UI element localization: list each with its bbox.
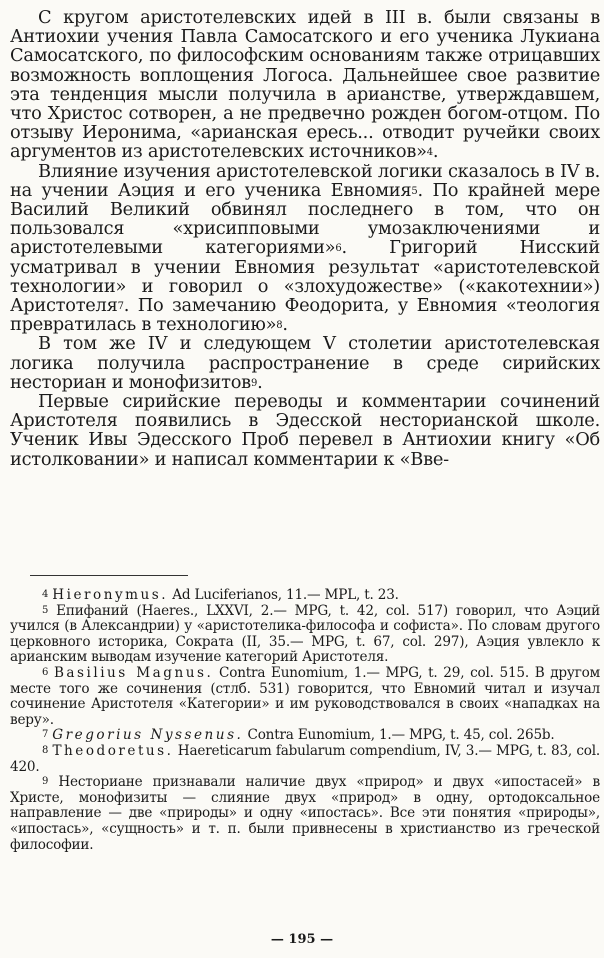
- footnote-text: Contra Eunomium, 1.— MPG, t. 45, col. 265b.: [243, 727, 555, 744]
- paragraph-4: [10, 392, 600, 469]
- paragraph-3-text: В том же IV и следующем V столетии аристотелевская логика получила распространение в среде сирийских несториан и монофизитов: [10, 333, 600, 393]
- footnote-author: Theodoretus.: [52, 742, 174, 759]
- paragraph-4-text: Первые сирийские переводы и комментарии сочинений Аристотеля появились в Эдесской несторианской школе. Ученик Ивы Эдесского Проб перевел в Антиохии книгу «Об истолковании» и написал комментарии к «Вве-: [10, 391, 600, 470]
- footnotes: [10, 588, 600, 853]
- footnote-author: Basilius Magnus.: [53, 664, 214, 681]
- footnote-divider: [30, 575, 188, 576]
- footnote-text: Ad Luciferianos, 11.— MPL, t. 23.: [168, 587, 399, 603]
- footnote-8: [10, 744, 600, 775]
- paragraph-1: [10, 8, 600, 162]
- footnote-number: 4: [42, 589, 49, 600]
- footnote-text: Contra Eunomium, 1.— MPG, t. 29, col. 515. В другом месте того же сочинения (стлб. 531) говорится, что Евномий читал и изучал сочинение Аристотеля «Категории» и им руководствовался в своих «нападках на веру».: [10, 664, 601, 728]
- paragraph-2: [10, 162, 600, 335]
- page-number: — 195 —: [270, 932, 334, 947]
- paragraph-3-end: .: [257, 371, 263, 393]
- footnote-number: 6: [42, 666, 49, 678]
- footnote-author: Gregorius Nyssenus.: [52, 727, 244, 744]
- footnote-ref-7: 7: [117, 301, 124, 313]
- footnote-number: 8: [42, 744, 49, 756]
- footnote-author: Hieronymus.: [52, 587, 169, 603]
- paragraph-1-end: .: [432, 141, 439, 163]
- paragraph-3: [10, 334, 600, 392]
- main-text: [10, 8, 600, 469]
- footnote-ref-4: 4: [426, 147, 433, 159]
- paragraph-2-part-c: . Григорий Нисский усматривал в учении Евномия результат «аристотелевской технологии» и говорил о «злохудожестве» («какотехнии») Аристотеля: [10, 237, 600, 317]
- footnote-number: 7: [42, 729, 49, 741]
- footnote-number: 9: [42, 776, 49, 788]
- paragraph-2-part-a: Влияние изучения аристотелевской логики сказалось в IV в. на учении Аэция и его ученика Евномия: [10, 160, 600, 201]
- paragraph-2-part-b: . По крайней мере Василий Великий обвинял последнего в том, что он пользовался «хрисипповыми умозаключениями и аристотелевыми категориями»: [10, 179, 600, 259]
- footnote-text: Haereticarum fabularum compendium, IV, 3.— MPG, t. 83, col. 420.: [10, 742, 600, 775]
- footnote-number: 5: [42, 604, 49, 616]
- footnote-4: [10, 588, 600, 604]
- footnote-9: [10, 775, 600, 853]
- footnote-ref-6: 6: [335, 243, 342, 255]
- paragraph-1-text: С кругом аристотелевских идей в III в. были связаны в Антиохии учения Павла Самосатского и его ученика Лукиана Самосатского, по философским основаниям также отрицавших возможность воплощения Логоса. Дальнейшее свое развитие эта тенденция мысли получила в арианстве, утверждавшем, что Христос сотворен, а не предвечно рожден богом-отцом. По отзыву Иеронима, «арианская ересь... отводит ручейки своих аргументов из аристотелевских источников»: [10, 7, 600, 163]
- footnote-5: [10, 604, 600, 666]
- paragraph-2-part-d: . По замечанию Феодорита, у Евномия «теология превратилась в технологию»: [10, 295, 600, 336]
- footnote-ref-9: 9: [250, 377, 258, 389]
- footnote-7: [10, 728, 600, 744]
- paragraph-2-end: .: [282, 314, 288, 336]
- footnote-ref-5: 5: [411, 185, 418, 197]
- footnote-text: Епифаний (Haeres., LXXVI, 2.— MPG, t. 42, col. 517) говорил, что Аэций учился (в Александрии) у «аристотелика-философа и софиста». По словам другого церковного историка, Сократа (II, 35.— MPG, t. 67, col. 297), Аэция увлекло к арианским выводам изучение категорий Аристотеля.: [10, 602, 600, 666]
- footnote-6: [10, 666, 600, 728]
- footnote-text: Несториане признавали наличие двух «природ» и двух «ипостасей» в Христе, монофизиты — слияние двух «природ» в одну, ортодоксальное направление — две «природы» и одну «ипостась». Все эти понятия «природы», «ипостась», «сущность» и т. п. были привнесены в христианство из греческой философии.: [10, 774, 600, 853]
- footnote-ref-8: 8: [276, 320, 283, 332]
